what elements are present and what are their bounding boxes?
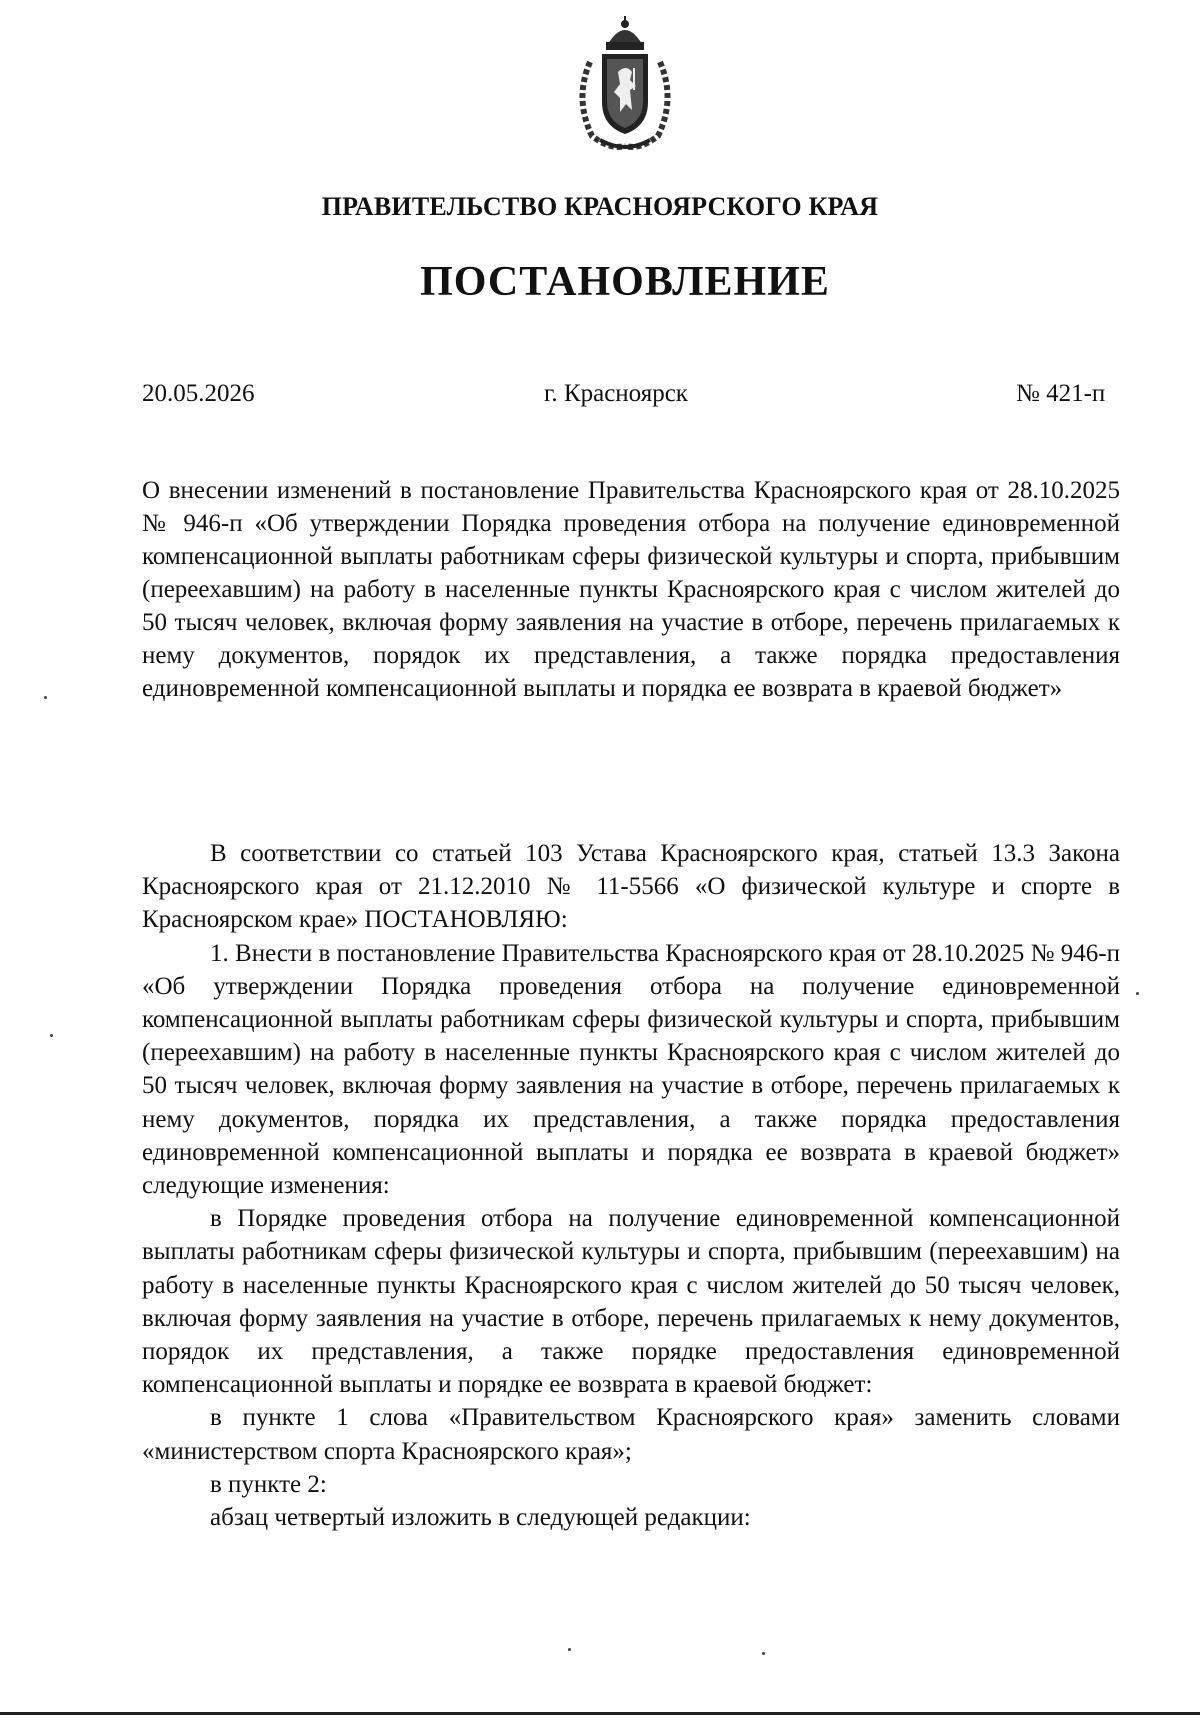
- page-bottom-edge: [0, 1712, 1200, 1715]
- amendment-point-2-paragraph: в пункте 2:: [210, 1470, 327, 1498]
- clause-1-paragraph: 1. Внести в постановление Правительства Красноярского края от 28.10.2025 № 946-п «Об утверждении Порядка проведения отбора на получение единовременной компенсационной выплаты работникам сферы физической культуры и спорта, прибывшим (переехавшим) на работу в населенные пункты Красноярского края с числом жителей до 50 тысяч человек, включая форму заявления на участие в отборе, перечень прилагаемых к нему документов, порядка их представления, а также порядка предоставления единовременной компенсационной выплаты и порядка ее возврата в краевой бюджет» следующие изменения:: [142, 939, 1120, 1200]
- preamble-paragraph: В соответствии со статьей 103 Устава Красноярского края, статьей 13.3 Закона Красноярского края от 21.12.2010 № 11-5566 «О физической культуре и спорте в Красноярском крае» ПОСТАНОВЛЯЮ:: [142, 840, 1120, 934]
- document-city: г. Красноярск: [544, 380, 688, 407]
- coat-of-arms-icon: [570, 14, 680, 154]
- government-name: ПРАВИТЕЛЬСТВО КРАСНОЯРСКОГО КРАЯ: [321, 192, 879, 221]
- amendment-paragraph-four: абзац четвертый изложить в следующей редакции:: [210, 1504, 751, 1532]
- amendment-intro-paragraph: в Порядке проведения отбора на получение единовременной компенсационной выплаты работникам сферы физической культуры и спорта, прибывшим (переехавшим) на работу в населенные пункты Красноярского края с числом жителей до 50 тысяч человек, включая форму заявления на участие в отборе, перечень прилагаемых к нему документов, порядок их представления, а также порядке предоставления единовременной компенсационной выплаты и порядке ее возврата в краевой бюджет:: [142, 1205, 1120, 1399]
- document-date: 20.05.2026: [142, 380, 255, 407]
- document-subject-title: О внесении изменений в постановление Правительства Красноярского края от 28.10.2025 № 946-п «Об утверждении Порядка проведения отбора на получение единовременной компенсационной выплаты работникам сферы физической культуры и спорта, прибывшим (переехавшим) на работу в населенные пункты Красноярского края с числом жителей до 50 тысяч человек, включая форму заявления на участие в отборе, перечень прилагаемых к нему документов, порядок их представления, а также порядка предоставления единовременной компенсационной выплаты и порядка ее возврата в краевой бюджет»: [142, 477, 1120, 702]
- amendment-point-1-paragraph: в пункте 1 слова «Правительством Красноярского края» заменить словами «министерством спорта Красноярского края»;: [142, 1404, 1120, 1465]
- scan-speck: [568, 1648, 571, 1651]
- scan-speck: [762, 1652, 765, 1655]
- scan-speck: [1136, 992, 1139, 995]
- scan-speck: [50, 1034, 53, 1037]
- document-type-title: ПОСТАНОВЛЕНИЕ: [420, 259, 830, 305]
- scan-speck: [44, 696, 47, 699]
- document-body: [142, 837, 1120, 1534]
- document-number: № 421-п: [1016, 380, 1106, 407]
